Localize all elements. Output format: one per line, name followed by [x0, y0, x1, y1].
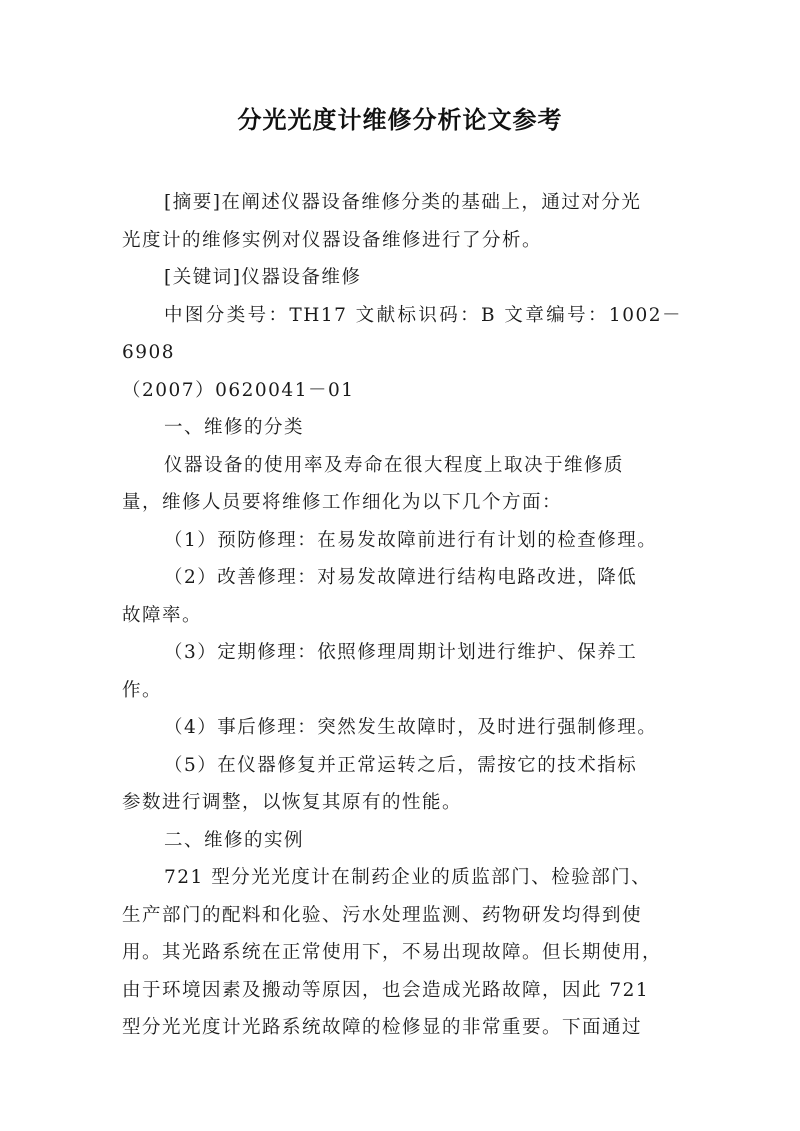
- list-item-3: [122, 634, 682, 709]
- text-line: [摘要]在阐述仪器设备维修分类的基础上，通过对分光: [164, 192, 642, 213]
- list-item-4: [122, 709, 682, 747]
- list-item-5: [122, 747, 682, 822]
- text-line: 用。其光路系统在正常使用下，不易出现故障。但长期使用，: [122, 942, 663, 963]
- text-line: 仪器设备的使用率及寿命在很大程度上取决于维修质: [164, 454, 625, 476]
- text-line: 一、维修的分类: [164, 417, 305, 438]
- body-paragraph: [122, 859, 682, 1047]
- text-line: 量，维修人员要将维修工作细化为以下几个方面：: [122, 492, 563, 513]
- text-line: 参数进行调整，以恢复其原有的性能。: [122, 792, 463, 813]
- keywords-paragraph: [122, 259, 682, 297]
- text-line: 中图分类号：TH17 文献标识码：B 文章编号：1002－6908: [122, 304, 682, 363]
- classification-paragraph: [122, 297, 682, 410]
- text-line: （4）事后修理：突然发生故障时，及时进行强制修理。: [164, 717, 658, 738]
- text-line: （2007）0620041－01: [122, 379, 355, 401]
- document-body: [122, 184, 682, 1047]
- text-line: [关键词]仪器设备维修: [164, 267, 362, 288]
- abstract-paragraph: [122, 184, 682, 259]
- text-line: 故障率。: [122, 604, 203, 626]
- text-line: （2）改善修理：对易发故障进行结构电路改进，降低: [164, 567, 638, 588]
- section-heading-1: [122, 409, 682, 447]
- text-line: （5）在仪器修复并正常运转之后，需按它的技术指标: [164, 754, 638, 776]
- text-line: 型分光光度计光路系统故障的检修显的非常重要。下面通过: [122, 1017, 643, 1038]
- list-item-2: [122, 559, 682, 634]
- body-paragraph: [122, 447, 682, 522]
- section-heading-2: [122, 822, 682, 860]
- text-line: 二、维修的实例: [164, 829, 305, 851]
- text-line: 721 型分光光度计在制药企业的质监部门、检验部门、: [164, 867, 652, 888]
- text-line: （1）预防修理：在易发故障前进行有计划的检查修理。: [164, 529, 658, 551]
- text-line: （3）定期修理：依照修理周期计划进行维护、保养工: [164, 642, 638, 663]
- text-line: 生产部门的配料和化验、污水处理监测、药物研发均得到使: [122, 904, 643, 926]
- document-title: 分光光度计维修分析论文参考: [237, 106, 563, 134]
- text-line: 光度计的维修实例对仪器设备维修进行了分析。: [122, 229, 543, 251]
- text-line: 作。: [122, 679, 163, 701]
- text-line: 由于环境因素及搬动等原因，也会造成光路故障，因此 721: [122, 979, 650, 1001]
- list-item-1: [122, 522, 682, 560]
